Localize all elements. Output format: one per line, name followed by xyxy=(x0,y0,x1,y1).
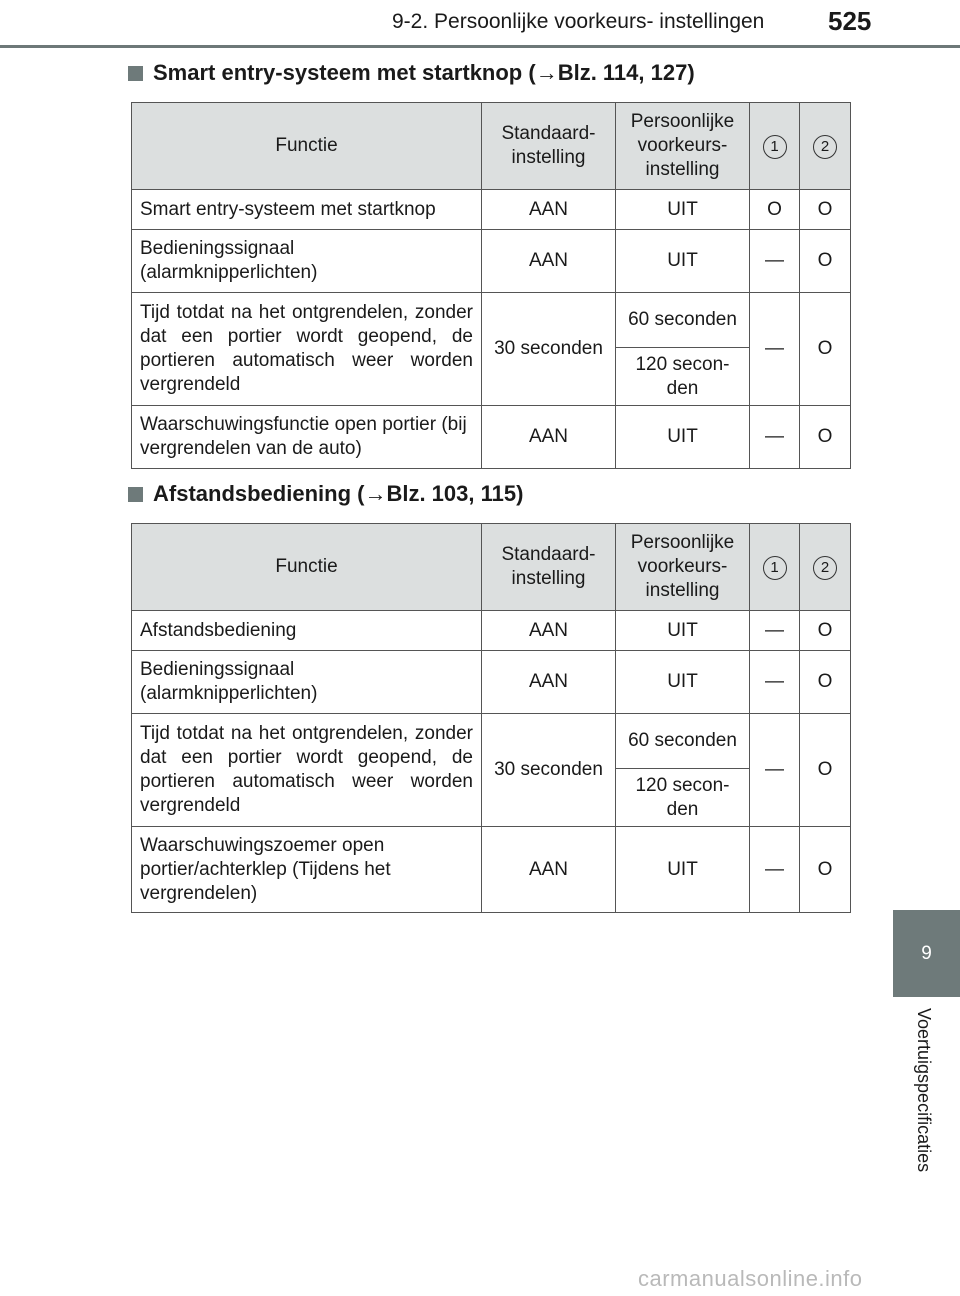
cell-standaard: AAN xyxy=(482,611,616,651)
col-header-1 xyxy=(750,524,800,611)
heading-text: Smart entry-systeem met startknop ( xyxy=(153,60,536,85)
cell-c2: O xyxy=(800,230,851,293)
cell-functie: Bedieningssignaal (alarmknipperlichten) xyxy=(132,230,482,293)
cell-standaard: AAN xyxy=(482,651,616,714)
cell-c2: O xyxy=(800,827,851,913)
cell-c1: — xyxy=(750,714,800,827)
watermark: carmanualsonline.info xyxy=(638,1266,863,1291)
cell-functie: Afstandsbediening xyxy=(132,611,482,651)
cell-functie: Waarschuwingsfunctie open portier (bij vergrendelen van de auto) xyxy=(132,406,482,469)
header-section-title: 9-2. Persoonlijke voorkeurs- instellingen xyxy=(392,10,765,33)
circled-1: 1 xyxy=(763,135,787,159)
cell-c1: — xyxy=(750,230,800,293)
section-heading-smart-entry xyxy=(128,60,695,86)
square-bullet-icon xyxy=(128,66,143,81)
table-row xyxy=(132,611,851,651)
cell-standaard: AAN xyxy=(482,190,616,230)
header-rule xyxy=(0,45,960,48)
settings-table-smart-entry xyxy=(131,102,851,469)
cell-persoonlijk: UIT xyxy=(616,651,750,714)
col-header-standaard: Standaard-instelling xyxy=(482,524,616,611)
heading-text: Afstandsbediening ( xyxy=(153,481,365,506)
cell-persoonlijk-a: 60 seconden xyxy=(616,293,750,348)
col-header-2 xyxy=(800,103,851,190)
cell-persoonlijk-a: 60 seconden xyxy=(616,714,750,769)
cell-persoonlijk-b: 120 secon-den xyxy=(616,348,750,406)
cell-functie: Tijd totdat na het ontgrendelen, zonder dat een portier wordt geopend, de portieren automatisch weer worden vergrendeld xyxy=(132,714,482,827)
heading-ref: Blz. 103, 115) xyxy=(386,481,524,506)
col-header-standaard: Standaard-instelling xyxy=(482,103,616,190)
table-row xyxy=(132,714,851,769)
table-row xyxy=(132,190,851,230)
cell-c1: — xyxy=(750,293,800,406)
table-row xyxy=(132,651,851,714)
col-header-persoonlijk: Persoonlijke voorkeurs-instelling xyxy=(616,103,750,190)
cell-persoonlijk: UIT xyxy=(616,406,750,469)
cell-c1: O xyxy=(750,190,800,230)
table-row xyxy=(132,827,851,913)
cell-functie: Smart entry-systeem met startknop xyxy=(132,190,482,230)
cell-standaard: AAN xyxy=(482,230,616,293)
arrow-icon: → xyxy=(535,60,558,85)
cell-standaard: AAN xyxy=(482,406,616,469)
cell-c1: — xyxy=(750,651,800,714)
cell-c1: — xyxy=(750,406,800,469)
cell-persoonlijk: UIT xyxy=(616,611,750,651)
cell-c2: O xyxy=(800,190,851,230)
cell-persoonlijk: UIT xyxy=(616,230,750,293)
cell-c1: — xyxy=(750,611,800,651)
circled-2: 2 xyxy=(813,556,837,580)
page-number: 525 xyxy=(828,6,872,36)
section-heading-afstandsbediening xyxy=(128,481,523,507)
square-bullet-icon xyxy=(128,487,143,502)
circled-2: 2 xyxy=(813,135,837,159)
cell-c2: O xyxy=(800,611,851,651)
cell-c2: O xyxy=(800,406,851,469)
cell-persoonlijk-b: 120 secon-den xyxy=(616,769,750,827)
col-header-functie: Functie xyxy=(132,103,482,190)
cell-standaard: AAN xyxy=(482,827,616,913)
cell-functie: Waarschuwingszoemer open portier/achterklep (Tijdens het vergrendelen) xyxy=(132,827,482,913)
col-header-persoonlijk: Persoonlijke voorkeurs-instelling xyxy=(616,524,750,611)
col-header-functie: Functie xyxy=(132,524,482,611)
chapter-tab: 9 xyxy=(893,910,960,997)
cell-persoonlijk: UIT xyxy=(616,827,750,913)
settings-table-afstandsbediening xyxy=(131,523,851,913)
table-row xyxy=(132,406,851,469)
cell-standaard: 30 seconden xyxy=(482,293,616,406)
col-header-2 xyxy=(800,524,851,611)
table-row xyxy=(132,293,851,348)
chapter-label xyxy=(893,1000,960,1200)
arrow-icon: → xyxy=(364,481,387,506)
cell-c2: O xyxy=(800,714,851,827)
chapter-label-text: Voertuigspecificaties xyxy=(914,1008,934,1173)
cell-standaard: 30 seconden xyxy=(482,714,616,827)
cell-persoonlijk: UIT xyxy=(616,190,750,230)
cell-functie: Bedieningssignaal (alarmknipperlichten) xyxy=(132,651,482,714)
cell-c1: — xyxy=(750,827,800,913)
cell-c2: O xyxy=(800,293,851,406)
table-row xyxy=(132,230,851,293)
circled-1: 1 xyxy=(763,556,787,580)
cell-c2: O xyxy=(800,651,851,714)
heading-ref: Blz. 114, 127) xyxy=(557,60,695,85)
col-header-1 xyxy=(750,103,800,190)
cell-functie: Tijd totdat na het ontgrendelen, zonder dat een portier wordt geopend, de portieren automatisch weer worden vergrendeld xyxy=(132,293,482,406)
